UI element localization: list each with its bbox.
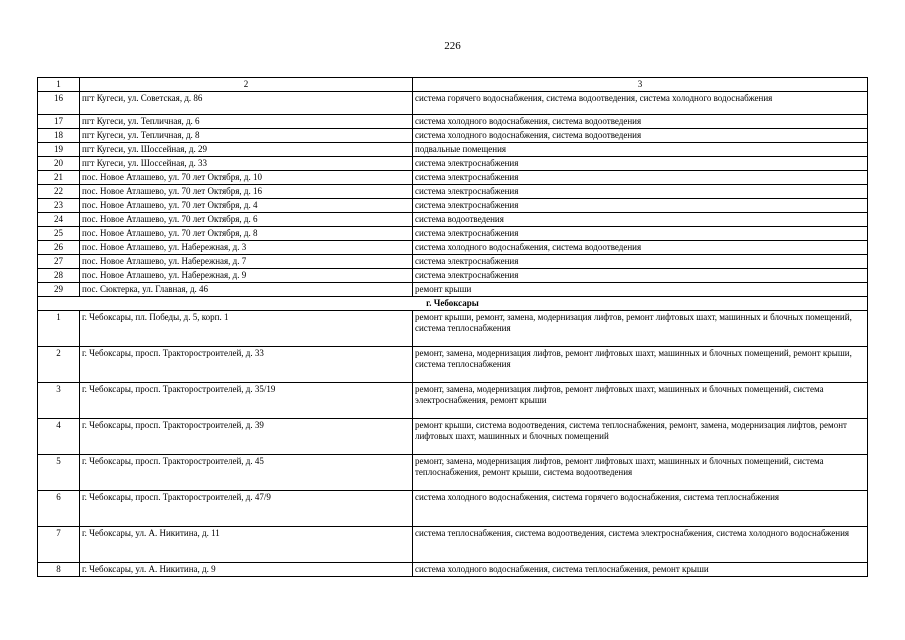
row-address: г. Чебоксары, просп. Тракторостроителей, д. 45 xyxy=(80,455,413,491)
table-row xyxy=(38,383,868,419)
row-works: ремонт, замена, модернизация лифтов, ремонт лифтовых шахт, машинных и блочных помещений, система электроснабжения, ремонт крыши xyxy=(413,383,868,419)
table-row xyxy=(38,115,868,129)
row-number: 27 xyxy=(38,255,80,269)
table-row xyxy=(38,185,868,199)
row-address: пос. Новое Атлашево, ул. Набережная, д. 3 xyxy=(80,241,413,255)
table-row xyxy=(38,129,868,143)
row-number: 7 xyxy=(38,527,80,563)
row-address: г. Чебоксары, ул. А. Никитина, д. 11 xyxy=(80,527,413,563)
section-row xyxy=(38,297,868,311)
table-row xyxy=(38,143,868,157)
row-number: 19 xyxy=(38,143,80,157)
table-row xyxy=(38,311,868,347)
row-address: пгт Кугеси, ул. Тепличная, д. 6 xyxy=(80,115,413,129)
row-address: пгт Кугеси, ул. Шоссейная, д. 33 xyxy=(80,157,413,171)
row-number: 25 xyxy=(38,227,80,241)
row-number: 4 xyxy=(38,419,80,455)
table-row xyxy=(38,255,868,269)
row-works: система электроснабжения xyxy=(413,199,868,213)
row-works: система холодного водоснабжения, система водоотведения xyxy=(413,115,868,129)
page-number: 226 xyxy=(444,40,461,52)
table-row xyxy=(38,227,868,241)
row-works: система теплоснабжения, система водоотведения, система электроснабжения, система холодного водоснабжения xyxy=(413,527,868,563)
row-address: пгт Кугеси, ул. Тепличная, д. 8 xyxy=(80,129,413,143)
row-number: 29 xyxy=(38,283,80,297)
table-header-row xyxy=(38,78,868,92)
table-row xyxy=(38,455,868,491)
row-address: г. Чебоксары, просп. Тракторостроителей, д. 33 xyxy=(80,347,413,383)
column-number-2: 2 xyxy=(80,78,413,92)
row-number: 2 xyxy=(38,347,80,383)
table-row xyxy=(38,283,868,297)
row-works: система горячего водоснабжения, система водоотведения, система холодного водоснабжения xyxy=(413,92,868,115)
row-works: подвальные помещения xyxy=(413,143,868,157)
row-address: пос. Новое Атлашево, ул. 70 лет Октября, д. 4 xyxy=(80,199,413,213)
row-number: 24 xyxy=(38,213,80,227)
row-works: ремонт крыши xyxy=(413,283,868,297)
row-works: система холодного водоснабжения, система теплоснабжения, ремонт крыши xyxy=(413,563,868,577)
column-number-3: 3 xyxy=(413,78,868,92)
row-number: 21 xyxy=(38,171,80,185)
row-address: г. Чебоксары, просп. Тракторостроителей, д. 35/19 xyxy=(80,383,413,419)
row-works: ремонт крыши, система водоотведения, система теплоснабжения, ремонт, замена, модернизация лифтов, ремонт лифтовых шахт, машинных и блочных помещений xyxy=(413,419,868,455)
row-works: система электроснабжения xyxy=(413,171,868,185)
row-number: 5 xyxy=(38,455,80,491)
table-row xyxy=(38,157,868,171)
table-row xyxy=(38,213,868,227)
row-number: 6 xyxy=(38,491,80,527)
registry-table xyxy=(37,77,868,577)
row-works: система электроснабжения xyxy=(413,185,868,199)
row-works: система холодного водоснабжения, система водоотведения xyxy=(413,129,868,143)
row-works: ремонт, замена, модернизация лифтов, ремонт лифтовых шахт, машинных и блочных помещений, система теплоснабжения, ремонт крыши, система водоотведения xyxy=(413,455,868,491)
row-address: пос. Сюктерка, ул. Главная, д. 46 xyxy=(80,283,413,297)
row-works: система электроснабжения xyxy=(413,157,868,171)
row-number: 17 xyxy=(38,115,80,129)
table-row xyxy=(38,171,868,185)
table-row xyxy=(38,347,868,383)
row-works: система электроснабжения xyxy=(413,227,868,241)
row-address: пос. Новое Атлашево, ул. 70 лет Октября, д. 6 xyxy=(80,213,413,227)
column-number-1: 1 xyxy=(38,78,80,92)
row-address: пос. Новое Атлашево, ул. 70 лет Октября, д. 16 xyxy=(80,185,413,199)
row-works: система холодного водоснабжения, система водоотведения xyxy=(413,241,868,255)
row-address: пос. Новое Атлашево, ул. 70 лет Октября, д. 10 xyxy=(80,171,413,185)
row-number: 26 xyxy=(38,241,80,255)
table-row xyxy=(38,241,868,255)
table-body xyxy=(38,78,868,577)
row-number: 18 xyxy=(38,129,80,143)
row-number: 28 xyxy=(38,269,80,283)
row-works: ремонт, замена, модернизация лифтов, ремонт лифтовых шахт, машинных и блочных помещений, ремонт крыши, система теплоснабжения xyxy=(413,347,868,383)
row-address: пгт Кугеси, ул. Шоссейная, д. 29 xyxy=(80,143,413,157)
row-number: 23 xyxy=(38,199,80,213)
row-address: пос. Новое Атлашево, ул. Набережная, д. 9 xyxy=(80,269,413,283)
table-row xyxy=(38,92,868,115)
row-address: г. Чебоксары, просп. Тракторостроителей, д. 39 xyxy=(80,419,413,455)
table-row xyxy=(38,419,868,455)
row-works: система электроснабжения xyxy=(413,255,868,269)
row-address: пос. Новое Атлашево, ул. 70 лет Октября, д. 8 xyxy=(80,227,413,241)
row-works: система водоотведения xyxy=(413,213,868,227)
row-number: 3 xyxy=(38,383,80,419)
section-title: г. Чебоксары xyxy=(38,297,868,311)
table-row xyxy=(38,269,868,283)
row-address: пгт Кугеси, ул. Советская, д. 86 xyxy=(80,92,413,115)
row-address: г. Чебоксары, ул. А. Никитина, д. 9 xyxy=(80,563,413,577)
row-number: 20 xyxy=(38,157,80,171)
row-number: 8 xyxy=(38,563,80,577)
row-works: ремонт крыши, ремонт, замена, модернизация лифтов, ремонт лифтовых шахт, машинных и блочных помещений, система теплоснабжения xyxy=(413,311,868,347)
table-row xyxy=(38,563,868,577)
row-works: система холодного водоснабжения, система горячего водоснабжения, система теплоснабжения xyxy=(413,491,868,527)
row-number: 16 xyxy=(38,92,80,115)
table-row xyxy=(38,491,868,527)
row-address: г. Чебоксары, пл. Победы, д. 5, корп. 1 xyxy=(80,311,413,347)
table-row xyxy=(38,527,868,563)
row-works: система электроснабжения xyxy=(413,269,868,283)
row-address: г. Чебоксары, просп. Тракторостроителей, д. 47/9 xyxy=(80,491,413,527)
row-address: пос. Новое Атлашево, ул. Набережная, д. 7 xyxy=(80,255,413,269)
table-row xyxy=(38,199,868,213)
row-number: 1 xyxy=(38,311,80,347)
row-number: 22 xyxy=(38,185,80,199)
